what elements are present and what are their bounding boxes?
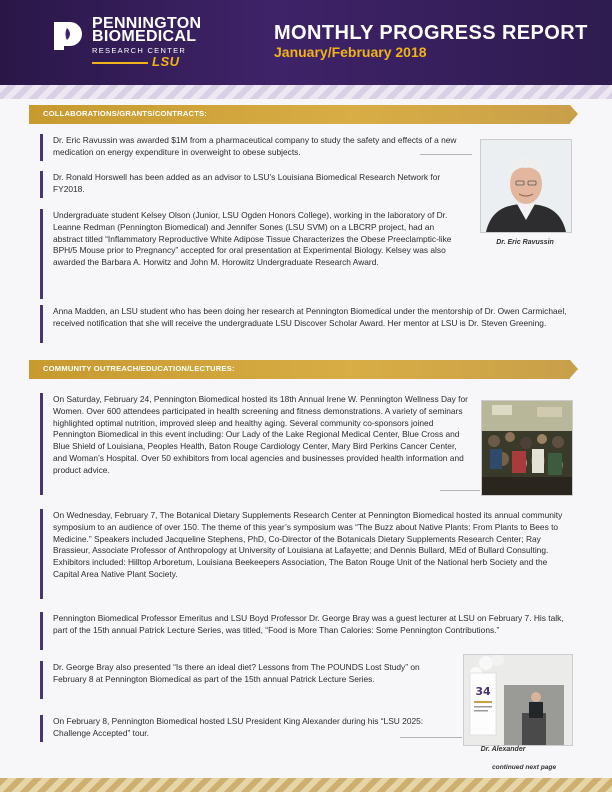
section-bar-arrow	[570, 360, 578, 378]
lsu-logo: LSU	[152, 54, 180, 69]
paragraph-accent	[40, 134, 43, 161]
callout-line	[420, 154, 472, 155]
paragraph: On Saturday, February 24, Pennington Biomedical hosted its 18th Annual Irene W. Pennington Wellness Day for Women. Over 600 attendees participated in health screening and fitness demonstrations. A variety of seminars highlighted optimal nutrition, improved sleep and healthy aging. Several community co-sponsors joined Pennington Biomedical in this event including: Our Lady of the Lake Regional Medical Center, Blue Cross and Blue Shield of Louisiana, Peoples Health, Baton Rouge Cardiology Center, Mary Bird Perkins Cancer Center, and Woman’s Hospital. Over 50 exhibitors from local agencies and businesses provided health information and product advice.	[53, 394, 468, 475]
photo-caption: Dr. Eric Ravussin	[496, 239, 554, 246]
portrait-icon	[481, 140, 571, 232]
alexander-photo	[463, 654, 573, 746]
logo-line-2: BIOMEDICAL	[92, 28, 197, 45]
lecture-photo-icon	[464, 655, 572, 745]
collaborations-heading: COLLABORATIONS/GRANTS/CONTRACTS:	[43, 109, 208, 118]
logo-wordmark	[92, 17, 201, 57]
section-bar-arrow	[570, 105, 578, 123]
callout-line	[400, 737, 462, 738]
paragraph-accent	[40, 305, 43, 343]
paragraph: On February 8, Pennington Biomedical hosted LSU President King Alexander during his “LSU 2025: Challenge Accepted” tour.	[53, 716, 424, 738]
paragraph-accent	[40, 209, 43, 299]
callout-line	[440, 490, 480, 491]
footer-stripe	[0, 778, 612, 792]
paragraph-accent	[40, 393, 43, 495]
wellness-day-photo	[481, 400, 573, 496]
paragraph: On Wednesday, February 7, The Botanical Dietary Supplements Research Center at Pennington Biomedical hosted its annual community symposium to an audience of over 150. The theme of this year’s symposium was “The Buzz about Native Plants: From Plants to Bees to Medicine.” Speakers included Jacqueline Stephens, PhD, Co-Director of the Botanicals Dietary Supplements Research Center; Ray Brassieur, Associate Professor of Anthropology at University of Louisiana at Lafayette; and Dennis Bullard, MEd of Bullard Consulting. Exhibitors included: Hilltop Arboretum, Louisiana Beekeepers Association, The Baton Rouge Unit of the National herb Society and the Capital Area Native Plant Society.	[53, 510, 563, 579]
photo-caption: Dr. Alexander	[480, 746, 526, 753]
paragraph-accent	[40, 612, 43, 650]
paragraph-accent	[40, 661, 43, 699]
paragraph-accent	[40, 171, 43, 198]
paragraph: Undergraduate student Kelsey Olson (Junior, LSU Ogden Honors College), working in the laboratory of Dr. Leanne Redman (Pennington Biomedical) and Jennifer Sones (LSU SVM) on a LBCRP project, had an abstract titled “Inflammatory Reproductive White Adipose Tissue Characterizes the Obese Preeclamptic-like BPH/5 Mouse prior to Pregnancy” accepted for oral presentation at Experimental Biology. Kelsey was also awarded the Barbara A. Horwitz and John M. Horowitz Undergraduate Research Award.	[53, 210, 452, 268]
logo-divider	[92, 62, 148, 64]
ravussin-photo	[480, 139, 572, 233]
pennington-logo-icon	[52, 20, 84, 52]
paragraph: Pennington Biomedical Professor Emeritus and LSU Boyd Professor Dr. George Bray was a guest lecturer at LSU on February 7. His talk, part of the 15th annual Patrick Lecture Series, was titled, “Food is More Than Calories: Some Pennington Contributions.”	[53, 613, 564, 635]
collaborations-section-bar	[29, 105, 570, 124]
crowd-photo-icon	[482, 401, 572, 495]
page-subtitle: January/February 2018	[274, 44, 427, 60]
page-title: MONTHLY PROGRESS REPORT	[274, 22, 588, 44]
paragraph: Dr. Ronald Horswell has been added as an advisor to LSU’s Louisiana Biomedical Research Network for FY2018.	[53, 172, 441, 194]
continued-note: continued next page	[492, 764, 557, 771]
logo-line-3: RESEARCH CENTER	[92, 46, 187, 55]
header-stripe	[0, 85, 612, 99]
paragraph: Dr. Eric Ravussin was awarded $1M from a pharmaceutical company to study the safety and effects of a new medication on energy expenditure in overweight to obese subjects.	[53, 135, 457, 157]
paragraph: Anna Madden, an LSU student who has been doing her research at Pennington Biomedical under the mentorship of Dr. Owen Carmichael, received notification that she will receive the undergraduate LSU Discover Scholar Award. Her mentor at LSU is Dr. Steven Greening.	[53, 306, 567, 328]
report-header	[0, 0, 612, 85]
paragraph: Dr. George Bray also presented “Is there an ideal diet? Lessons from The POUNDS Lost Study” on February 8 at Pennington Biomedical as part of the 15th annual Patrick Lecture Series.	[53, 662, 420, 684]
paragraph-accent	[40, 715, 43, 742]
outreach-section-bar	[29, 360, 570, 379]
logo-line-1: PENNINGTON	[92, 15, 202, 32]
paragraph-accent	[40, 509, 43, 599]
outreach-heading: COMMUNITY OUTREACH/EDUCATION/LECTURES:	[43, 364, 235, 373]
banner-number: 34	[475, 685, 491, 698]
